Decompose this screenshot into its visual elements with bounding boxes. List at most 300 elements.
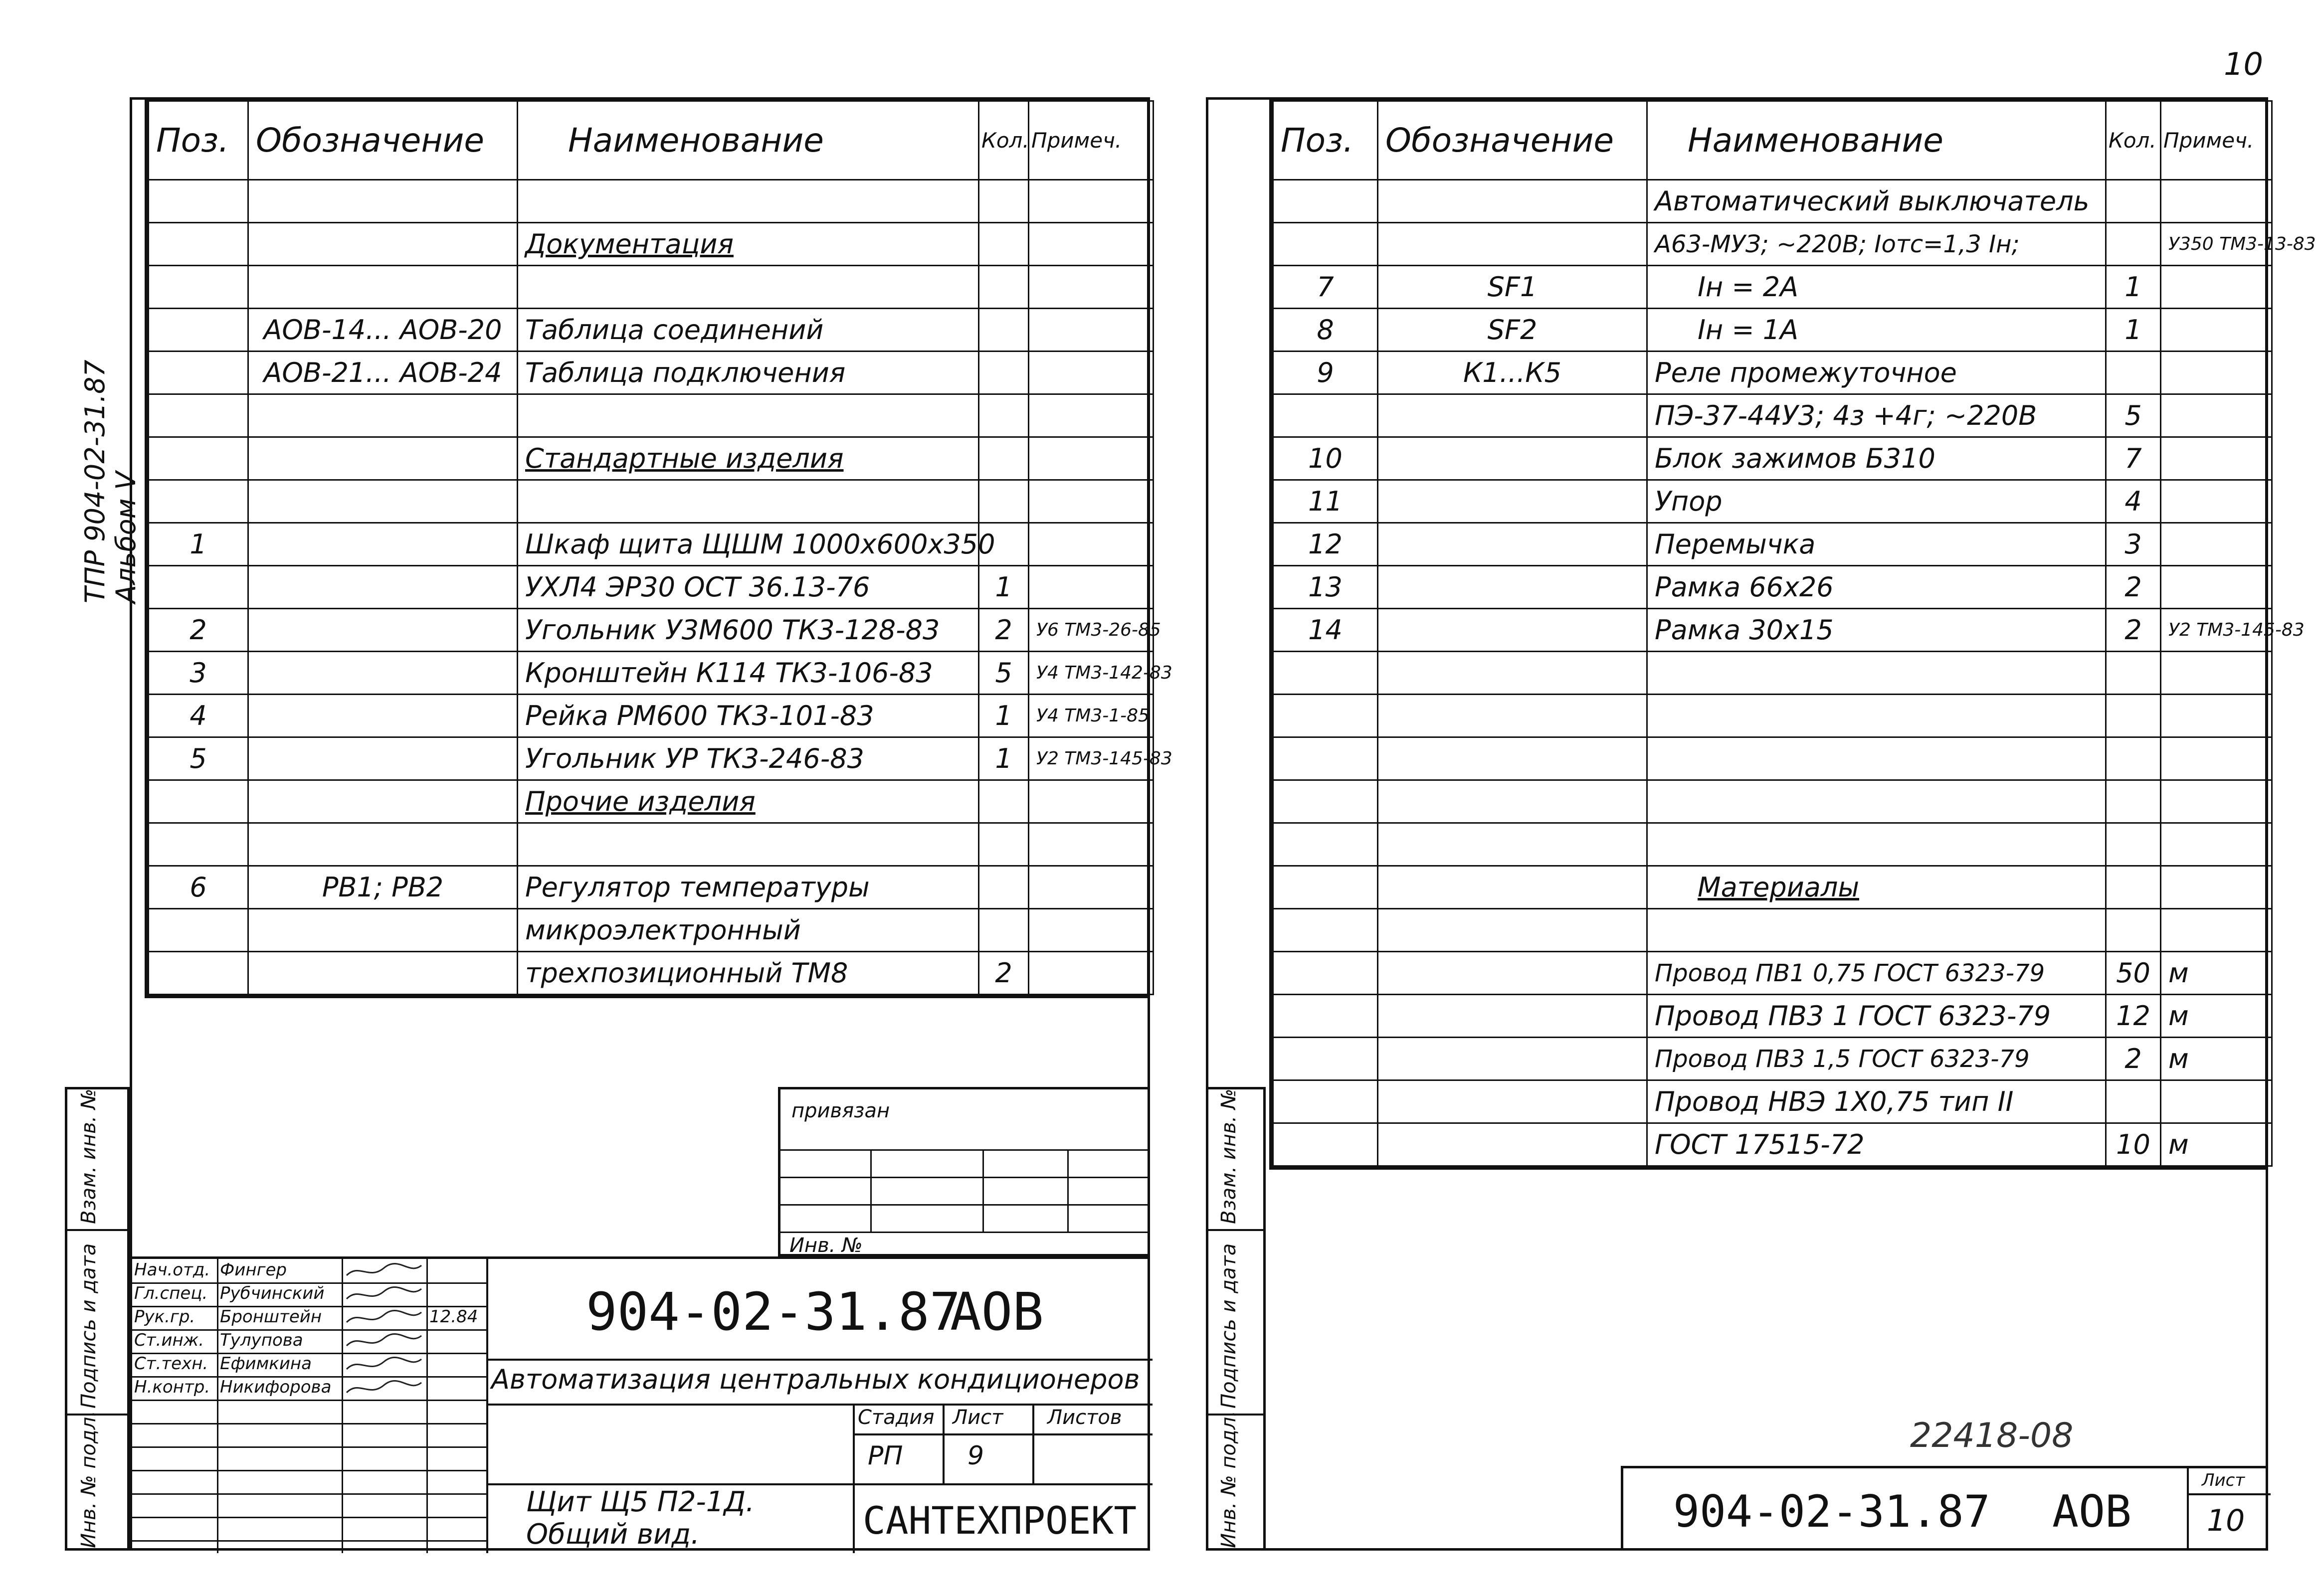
cell-qty: 5	[979, 652, 1029, 695]
cell-note	[1029, 952, 1154, 995]
cell-pos	[149, 480, 248, 523]
table-row	[1273, 866, 2272, 909]
table-row	[1273, 437, 2272, 480]
side-label-vzam-inv: Взам. инв. №	[1217, 1088, 1240, 1224]
signer-row	[132, 1376, 486, 1401]
cell-des	[248, 780, 518, 823]
cell-qty: 50	[2106, 952, 2161, 995]
header-note: Примеч.	[1029, 101, 1154, 180]
cell-note	[2161, 737, 2272, 780]
signer-name: Рубчинский	[220, 1283, 325, 1303]
cell-des: АОВ-14... АОВ-20	[248, 309, 518, 352]
signature-scribble	[344, 1378, 424, 1400]
right-doc-suffix: АОВ	[2052, 1486, 2131, 1537]
cell-des: К1...К5	[1378, 352, 1647, 394]
signer-name: Тулупова	[220, 1330, 303, 1350]
cell-note	[1029, 352, 1154, 394]
cell-des	[1378, 223, 1647, 266]
cell-pos: 10	[1273, 437, 1378, 480]
cell-qty	[979, 223, 1029, 266]
right-sheet-value: 10	[2207, 1503, 2245, 1538]
cell-name	[518, 266, 979, 309]
cell-name: Автоматический выключатель	[1647, 180, 2106, 223]
cell-qty	[979, 180, 1029, 223]
title-block	[130, 1256, 1150, 1551]
cell-des	[248, 266, 518, 309]
signer-row	[132, 1282, 486, 1307]
left-spec-table	[145, 97, 1172, 998]
signer-row-empty	[132, 1423, 486, 1448]
signer-row	[132, 1329, 486, 1354]
table-row	[1273, 995, 2272, 1038]
stage-label: Стадия	[858, 1406, 935, 1429]
cell-name: Прочие изделия	[518, 780, 979, 823]
cell-note: У4 ТМ3-142-83	[1029, 652, 1154, 695]
right-header-row	[1273, 101, 2272, 180]
privyazan-label: привязан	[791, 1099, 890, 1122]
cell-note	[2161, 695, 2272, 737]
cell-pos: 8	[1273, 309, 1378, 352]
signer-row-empty	[132, 1493, 486, 1518]
cell-pos: 4	[149, 695, 248, 737]
signer-role: Нач.отд.	[134, 1260, 210, 1280]
table-row	[149, 695, 1154, 737]
table-row	[149, 780, 1154, 823]
cell-des	[248, 952, 518, 995]
cell-des	[1378, 652, 1647, 695]
table-row	[1273, 1080, 2272, 1123]
cell-des	[1378, 566, 1647, 609]
cell-des	[248, 652, 518, 695]
cell-des	[1378, 780, 1647, 823]
right-sheet-label: Лист	[2202, 1470, 2245, 1490]
cell-pos	[1273, 909, 1378, 952]
cell-note	[1029, 309, 1154, 352]
signer-row-empty	[132, 1470, 486, 1495]
table-row	[1273, 223, 2272, 266]
table-row	[149, 952, 1154, 995]
signature-scribble	[344, 1331, 424, 1353]
table-row	[1273, 266, 2272, 309]
cell-name: Провод ПВ3 1 ГОСТ 6323-79	[1647, 995, 2106, 1038]
cell-qty	[979, 866, 1029, 909]
drawing-title-1: Щит Щ5 П2-1Д.	[526, 1486, 755, 1518]
cell-pos	[149, 180, 248, 223]
signer-row	[132, 1306, 486, 1331]
table-row	[149, 866, 1154, 909]
cell-des	[248, 223, 518, 266]
cell-pos: 3	[149, 652, 248, 695]
cell-qty: 12	[2106, 995, 2161, 1038]
cell-qty: 1	[979, 566, 1029, 609]
signer-role: Н.контр.	[134, 1377, 210, 1397]
cell-note	[1029, 266, 1154, 309]
sheet-value: 9	[967, 1441, 984, 1471]
cell-pos: 7	[1273, 266, 1378, 309]
cell-pos	[1273, 780, 1378, 823]
cell-pos: 11	[1273, 480, 1378, 523]
cell-note	[2161, 352, 2272, 394]
signature-scribble	[344, 1260, 424, 1282]
cell-note	[2161, 909, 2272, 952]
cell-des	[1378, 866, 1647, 909]
cell-note	[1029, 180, 1154, 223]
cell-qty	[2106, 737, 2161, 780]
cell-qty	[2106, 1080, 2161, 1123]
table-row	[149, 652, 1154, 695]
cell-note	[2161, 437, 2272, 480]
cell-name: трехпозиционный ТМ8	[518, 952, 979, 995]
cell-note	[2161, 180, 2272, 223]
cell-pos	[1273, 823, 1378, 866]
cell-des	[1378, 952, 1647, 995]
cell-name: Стандартные изделия	[518, 437, 979, 480]
cell-note	[1029, 823, 1154, 866]
drawing-title-2: Общий вид.	[526, 1518, 700, 1551]
cell-qty	[2106, 866, 2161, 909]
doc-code: 904-02-31.87	[586, 1281, 961, 1342]
cell-pos	[149, 223, 248, 266]
cell-des	[1378, 437, 1647, 480]
table-row	[1273, 1123, 2272, 1166]
table-row	[1273, 394, 2272, 437]
cell-name	[1647, 823, 2106, 866]
cell-qty	[2106, 909, 2161, 952]
cell-note	[2161, 566, 2272, 609]
doc-suffix: АОВ	[950, 1281, 1044, 1342]
cell-qty	[979, 309, 1029, 352]
cell-des	[248, 394, 518, 437]
cell-note	[1029, 909, 1154, 952]
page-number: 10	[2224, 46, 2263, 82]
cell-note	[2161, 1080, 2272, 1123]
table-row	[149, 909, 1154, 952]
cell-qty	[979, 266, 1029, 309]
cell-note	[1029, 480, 1154, 523]
signer-row	[132, 1259, 486, 1284]
cell-qty: 5	[2106, 394, 2161, 437]
header-pos: Поз.	[1273, 101, 1378, 180]
cell-name	[518, 394, 979, 437]
cell-qty	[2106, 180, 2161, 223]
cell-note: У4 ТМ3-1-85	[1029, 695, 1154, 737]
table-row	[1273, 309, 2272, 352]
cell-qty: 1	[2106, 266, 2161, 309]
header-qty: Кол.	[2106, 101, 2161, 180]
cell-note	[1029, 223, 1154, 266]
privyazan-block	[778, 1087, 1150, 1256]
table-row	[1273, 952, 2272, 995]
cell-pos	[1273, 1038, 1378, 1080]
signer-date: 12.84	[429, 1307, 478, 1327]
cell-note	[1029, 780, 1154, 823]
cell-note: м	[2161, 1123, 2272, 1166]
cell-note	[1029, 523, 1154, 566]
cell-pos: 5	[149, 737, 248, 780]
cell-pos	[1273, 995, 1378, 1038]
table-row	[1273, 652, 2272, 695]
header-name: Наименование	[518, 101, 979, 180]
cell-des	[1378, 695, 1647, 737]
cell-name	[1647, 652, 2106, 695]
cell-des	[1378, 909, 1647, 952]
sheet-label: Лист	[953, 1406, 1003, 1429]
cell-qty: 1	[979, 737, 1029, 780]
cell-note: У2 ТМ3-145-83	[2161, 609, 2272, 652]
cell-note	[2161, 309, 2272, 352]
cell-note	[1029, 566, 1154, 609]
cell-name: Регулятор температуры	[518, 866, 979, 909]
signer-row	[132, 1353, 486, 1378]
cell-pos	[149, 823, 248, 866]
cell-des	[1378, 1123, 1647, 1166]
cell-name: Таблица подключения	[518, 352, 979, 394]
table-row	[1273, 566, 2272, 609]
cell-name: ГОСТ 17515-72	[1647, 1123, 2106, 1166]
cell-name: Угольник У3М600 ТК3-128-83	[518, 609, 979, 652]
cell-des	[1378, 1038, 1647, 1080]
cell-note	[2161, 780, 2272, 823]
cell-pos	[149, 309, 248, 352]
cell-pos	[149, 952, 248, 995]
cell-name: Угольник УР ТК3-246-83	[518, 737, 979, 780]
cell-name	[518, 480, 979, 523]
cell-pos: 13	[1273, 566, 1378, 609]
cell-qty: 4	[2106, 480, 2161, 523]
cell-note	[2161, 480, 2272, 523]
cell-des	[1378, 180, 1647, 223]
cell-name: Провод НВЭ 1Х0,75 тип II	[1647, 1080, 2106, 1123]
cell-qty: 1	[2106, 309, 2161, 352]
cell-qty	[2106, 223, 2161, 266]
cell-pos	[149, 352, 248, 394]
cell-note	[2161, 823, 2272, 866]
cell-pos	[1273, 695, 1378, 737]
cell-qty	[2106, 780, 2161, 823]
signer-row-empty	[132, 1400, 486, 1424]
signer-role: Рук.гр.	[134, 1307, 195, 1327]
cell-name: УХЛ4 ЭР30 ОСТ 36.13-76	[518, 566, 979, 609]
cell-pos	[149, 266, 248, 309]
cell-name: Рамка 30х15	[1647, 609, 2106, 652]
cell-pos: 2	[149, 609, 248, 652]
sheets-label: Листов	[1047, 1406, 1122, 1429]
cell-name: Рейка РМ600 ТК3-101-83	[518, 695, 979, 737]
cell-qty	[979, 352, 1029, 394]
table-row	[1273, 695, 2272, 737]
cell-note: м	[2161, 995, 2272, 1038]
cell-name: Кронштейн К114 ТК3-106-83	[518, 652, 979, 695]
cell-name	[1647, 695, 2106, 737]
cell-name: Перемычка	[1647, 523, 2106, 566]
cell-des	[1378, 1080, 1647, 1123]
cell-des: SF1	[1378, 266, 1647, 309]
cell-note	[2161, 394, 2272, 437]
cell-name: Шкаф щита ЩШМ 1000х600х350	[518, 523, 979, 566]
cell-name	[518, 180, 979, 223]
cell-note	[2161, 652, 2272, 695]
cell-des	[248, 737, 518, 780]
cell-qty	[979, 394, 1029, 437]
signer-name: Бронштейн	[220, 1307, 322, 1327]
cell-note: м	[2161, 1038, 2272, 1080]
table-row	[149, 823, 1154, 866]
cell-des	[248, 523, 518, 566]
table-row	[149, 737, 1154, 780]
cell-pos	[149, 909, 248, 952]
cell-name: микроэлектронный	[518, 909, 979, 952]
cell-des	[1378, 995, 1647, 1038]
cell-pos	[149, 437, 248, 480]
cell-pos: 9	[1273, 352, 1378, 394]
cell-des	[1378, 609, 1647, 652]
cell-name: Блок зажимов Б310	[1647, 437, 2106, 480]
cell-name: Рамка 66х26	[1647, 566, 2106, 609]
cell-qty: 2	[2106, 1038, 2161, 1080]
cell-name: Документация	[518, 223, 979, 266]
header-pos: Поз.	[149, 101, 248, 180]
header-designation: Обозначение	[248, 101, 518, 180]
side-label-inv-podl: Инв. № подл.	[77, 1411, 100, 1548]
cell-qty	[979, 823, 1029, 866]
table-row	[1273, 780, 2272, 823]
cell-name: А63-МУЗ; ~220В; Iотс=1,3 Iн;	[1647, 223, 2106, 266]
table-row	[1273, 909, 2272, 952]
signer-name: Никифорова	[220, 1377, 332, 1397]
cell-name: Материалы	[1647, 866, 2106, 909]
cell-qty	[979, 480, 1029, 523]
header-name: Наименование	[1647, 101, 2106, 180]
cell-name: Провод ПВ1 0,75 ГОСТ 6323-79	[1647, 952, 2106, 995]
cell-name: ПЭ-37-44У3; 4з +4г; ~220В	[1647, 394, 2106, 437]
cell-des	[1378, 523, 1647, 566]
cell-pos	[1273, 1080, 1378, 1123]
cell-pos: 12	[1273, 523, 1378, 566]
side-label-inv-podl: Инв. № подл.	[1217, 1411, 1240, 1548]
table-row	[1273, 609, 2272, 652]
cell-pos	[1273, 223, 1378, 266]
stage-value: РП	[868, 1441, 903, 1471]
cell-qty: 7	[2106, 437, 2161, 480]
cell-des	[248, 480, 518, 523]
cell-des: РВ1; РВ2	[248, 866, 518, 909]
cell-des	[248, 823, 518, 866]
project-title: Автоматизация центральных кондиционеров	[491, 1364, 1140, 1395]
cell-qty: 1	[979, 695, 1029, 737]
header-qty: Кол.	[979, 101, 1029, 180]
cell-name: Таблица соединений	[518, 309, 979, 352]
cell-name	[1647, 780, 2106, 823]
inv-no-label: Инв. №	[789, 1234, 863, 1257]
right-doc-code: 904-02-31.87	[1673, 1486, 1990, 1537]
cell-name	[518, 823, 979, 866]
cell-note	[2161, 266, 2272, 309]
cell-name	[1647, 909, 2106, 952]
table-row	[1273, 352, 2272, 394]
cell-note	[1029, 437, 1154, 480]
cell-qty	[979, 437, 1029, 480]
cell-qty	[979, 780, 1029, 823]
cell-note	[1029, 394, 1154, 437]
cell-note: У2 ТМ3-145-83	[1029, 737, 1154, 780]
cell-note	[2161, 866, 2272, 909]
table-row	[1273, 1038, 2272, 1080]
cell-note: м	[2161, 952, 2272, 995]
signer-row-empty	[132, 1446, 486, 1471]
table-row	[149, 566, 1154, 609]
table-row	[149, 437, 1154, 480]
table-row	[1273, 180, 2272, 223]
cell-pos	[1273, 737, 1378, 780]
table-row	[1273, 737, 2272, 780]
header-note: Примеч.	[2161, 101, 2272, 180]
cell-qty	[2106, 652, 2161, 695]
cell-pos	[149, 566, 248, 609]
table-row	[1273, 523, 2272, 566]
cell-des	[1378, 823, 1647, 866]
table-row	[149, 394, 1154, 437]
cell-pos: 1	[149, 523, 248, 566]
cell-pos	[1273, 394, 1378, 437]
side-label-signature-date: Подпись и дата	[77, 1243, 100, 1409]
table-row	[149, 180, 1154, 223]
cell-pos	[1273, 180, 1378, 223]
side-label-vzam-inv: Взам. инв. №	[77, 1088, 100, 1224]
cell-des	[248, 437, 518, 480]
cell-qty	[2106, 352, 2161, 394]
cell-note: У6 ТМ3-26-85	[1029, 609, 1154, 652]
table-row	[149, 223, 1154, 266]
table-row	[149, 309, 1154, 352]
cell-pos: 6	[149, 866, 248, 909]
handwritten-number: 22418-08	[1910, 1416, 2074, 1455]
header-designation: Обозначение	[1378, 101, 1647, 180]
right-spec-table	[1269, 97, 2316, 1170]
cell-pos	[1273, 952, 1378, 995]
cell-des	[1378, 394, 1647, 437]
cell-qty	[2106, 823, 2161, 866]
cell-note	[2161, 523, 2272, 566]
cell-qty: 2	[2106, 609, 2161, 652]
signer-name: Фингер	[220, 1260, 287, 1280]
cell-note: У350 ТМ3-13-83	[2161, 223, 2272, 266]
cell-pos	[149, 394, 248, 437]
cell-pos	[1273, 1123, 1378, 1166]
cell-note	[1029, 866, 1154, 909]
cell-des	[248, 609, 518, 652]
cell-qty: 2	[979, 952, 1029, 995]
org-name: САНТЕХПРОЕКТ	[863, 1498, 1137, 1543]
cell-name: Провод ПВ3 1,5 ГОСТ 6323-79	[1647, 1038, 2106, 1080]
cell-des	[1378, 737, 1647, 780]
table-row	[149, 609, 1154, 652]
table-row	[149, 266, 1154, 309]
right-side-strip	[1206, 1087, 1266, 1551]
cell-des	[248, 180, 518, 223]
cell-des: АОВ-21... АОВ-24	[248, 352, 518, 394]
cell-name: Реле промежуточное	[1647, 352, 2106, 394]
side-label-signature-date: Подпись и дата	[1217, 1243, 1240, 1409]
right-title-block	[1621, 1466, 2268, 1551]
cell-des: SF2	[1378, 309, 1647, 352]
signer-role: Ст.техн.	[134, 1354, 208, 1374]
cell-pos	[149, 780, 248, 823]
signer-row-empty	[132, 1517, 486, 1542]
cell-des	[248, 695, 518, 737]
margin-line-1: ТПР 904-02-31.87	[79, 359, 111, 603]
cell-pos	[1273, 652, 1378, 695]
cell-qty: 2	[979, 609, 1029, 652]
